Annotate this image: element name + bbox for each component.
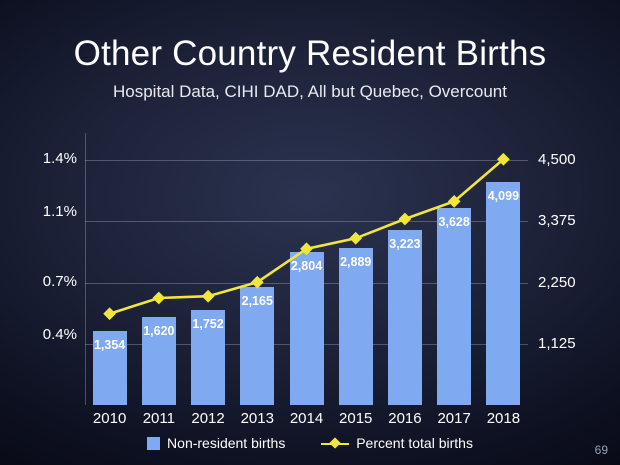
line-point-marker — [152, 292, 165, 305]
x-axis-tick: 2017 — [437, 410, 471, 427]
bar-value-label: 4,099 — [487, 189, 520, 203]
left-axis-tick: 0.4% — [42, 325, 77, 343]
left-axis-tick: 0.7% — [42, 273, 77, 291]
bar-value-label: 2,889 — [340, 254, 372, 269]
x-axis-tick: 2012 — [191, 410, 225, 427]
legend-label-bars: Non-resident births — [167, 435, 286, 452]
page-subtitle: Hospital Data, CIHI DAD, All but Quebec, Overcount — [112, 82, 507, 101]
bar-value-label: 3,223 — [389, 236, 421, 251]
right-axis-tick: 3,375 — [538, 212, 576, 230]
page-number: 69 — [594, 443, 608, 457]
left-axis-tick: 1.1% — [42, 202, 77, 220]
line-point-marker — [202, 290, 215, 303]
right-axis-tick: 4,500 — [538, 151, 576, 169]
line-point-marker — [349, 232, 362, 245]
bar-value-label: 1,354 — [93, 338, 126, 353]
legend-item-line — [321, 435, 473, 451]
bar-value-label: 1,620 — [143, 323, 175, 338]
legend-item-bars — [147, 435, 285, 451]
x-axis-tick: 2014 — [289, 410, 324, 427]
x-axis-tick: 2010 — [92, 410, 127, 427]
x-axis-tick: 2016 — [388, 410, 422, 427]
bar-value-label: 1,752 — [192, 316, 224, 331]
line-marker-icon — [321, 437, 349, 450]
right-axis-tick: 1,125 — [538, 334, 576, 352]
left-axis-tick: 1.4% — [42, 150, 77, 168]
line-point-marker — [103, 307, 116, 320]
bar-value-label: 2,165 — [241, 294, 273, 309]
chart-legend — [0, 434, 620, 451]
page-title: Other Country Resident Births — [73, 34, 547, 73]
right-axis-tick: 2,250 — [538, 273, 576, 291]
bar-swatch-icon — [147, 437, 160, 450]
bar-value-label: 3,628 — [438, 214, 470, 229]
line-point-marker — [399, 213, 412, 226]
bar-value-label: 2,804 — [290, 259, 323, 274]
x-axis-tick: 2011 — [142, 410, 175, 427]
x-axis-tick: 2015 — [339, 410, 373, 427]
legend-label-line: Percent total births — [356, 435, 473, 452]
x-axis-tick: 2013 — [240, 410, 274, 427]
x-axis-tick: 2018 — [486, 410, 521, 427]
